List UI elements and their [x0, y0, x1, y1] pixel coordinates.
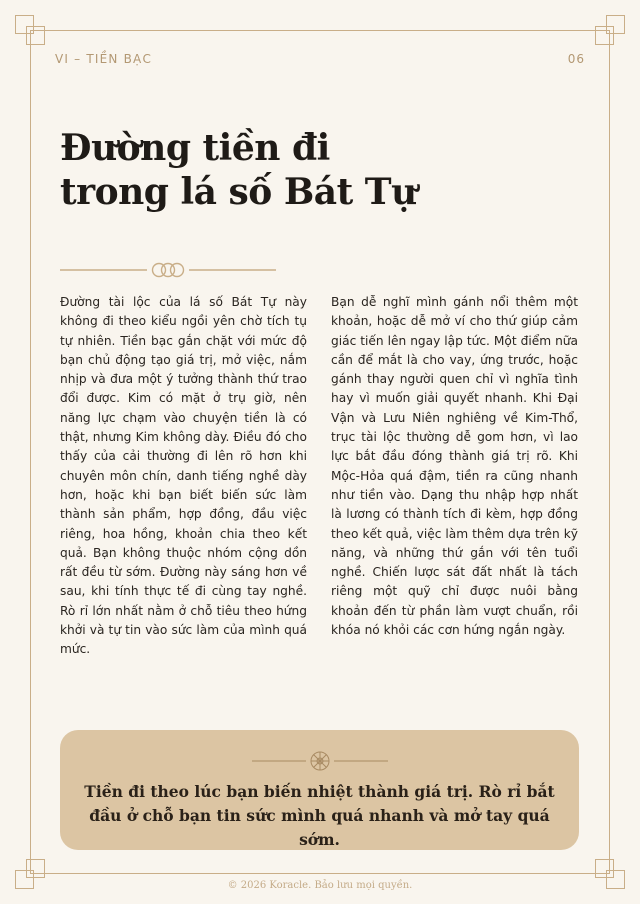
lotus-icon: [252, 750, 388, 772]
body-column-right: Bạn dễ nghĩ mình gánh nổi thêm một khoản, hoặc dễ mở ví cho thứ giúp cảm giác tiến lên ngay lập tức. Một điểm nữa cần để mắt là cho vay, ứng trước, hoặc gánh thay người quen chỉ vì nghĩa tình hay vì muốn giải quyết nhanh. Khi Đại Vận và Lưu Niên nghiêng về Kim-Thổ, trục tài lộc thường dễ gom hơn, vì lao lực bắt đầu đóng thành giá trị rõ. Khi Mộc-Hỏa quá đậm, tiền ra cũng nhanh như tiền vào. Dạng thu nhập hợp nhất là lương có thành tích đi kèm, hợp đồng theo kết quả, việc làm thêm dựa trên kỹ năng, và những thứ gắn với tên tuổi nghề. Chiến lược sát đất nhất là tách riêng một quỹ chỉ được nuôi bằng khoản đến từ phần làm vượt chuẩn, rồi khóa nó khỏi các cơn hứng ngắn ngày.: [331, 295, 578, 638]
section-label: VI – TIỀN BẠC: [55, 52, 153, 66]
corner-ornament-icon: [594, 14, 626, 46]
triple-ring-icon: [60, 260, 276, 280]
footer-copyright: © 2026 Koracle. Bảo lưu mọi quyền.: [227, 880, 413, 891]
quote-text: Tiền đi theo lúc bạn biến nhiệt thành giá trị. Rò rỉ bắt đầu ở chỗ bạn tin sức mình quá nhanh và mở tay quá sớm.: [84, 782, 555, 849]
title-line-2: trong lá số Bát Tự: [60, 171, 417, 213]
page-title: [60, 126, 530, 214]
corner-ornament-icon: [14, 14, 46, 46]
page-number: 06: [567, 52, 585, 66]
title-line-1: Đường tiền đi: [60, 127, 330, 169]
body-column-left: Đường tài lộc của lá số Bát Tự này không đi theo kiểu ngồi yên chờ tích tụ tự nhiên. Tiền bạc gắn chặt với mức độ bạn chủ động tạo giá trị, mở việc, nắm nhịp và đưa một ý tưởng thành thứ trao đổi được. Kim có mặt ở trụ giờ, nên năng lực chạm vào chuyện tiền là có thật, nhưng Kim không dày. Điều đó cho thấy của cải thường đi lên rõ hơn khi chuyên môn chín, danh tiếng nghề dày hơn, hoặc khi bạn biết biến sức làm thành sản phẩm, hợp đồng, đầu việc riêng, hoa hồng, khoản chia theo kết quả. Bạn không thuộc nhóm cộng dồn rất đều từ sớm. Đường này sáng hơn về sau, khi tính thực tế đi cùng tay nghề. Rò rỉ lớn nhất nằm ở chỗ tiêu theo hứng khởi và tự tin vào sức làm của mình quá mức.: [60, 295, 307, 657]
quote-box: [60, 730, 579, 850]
